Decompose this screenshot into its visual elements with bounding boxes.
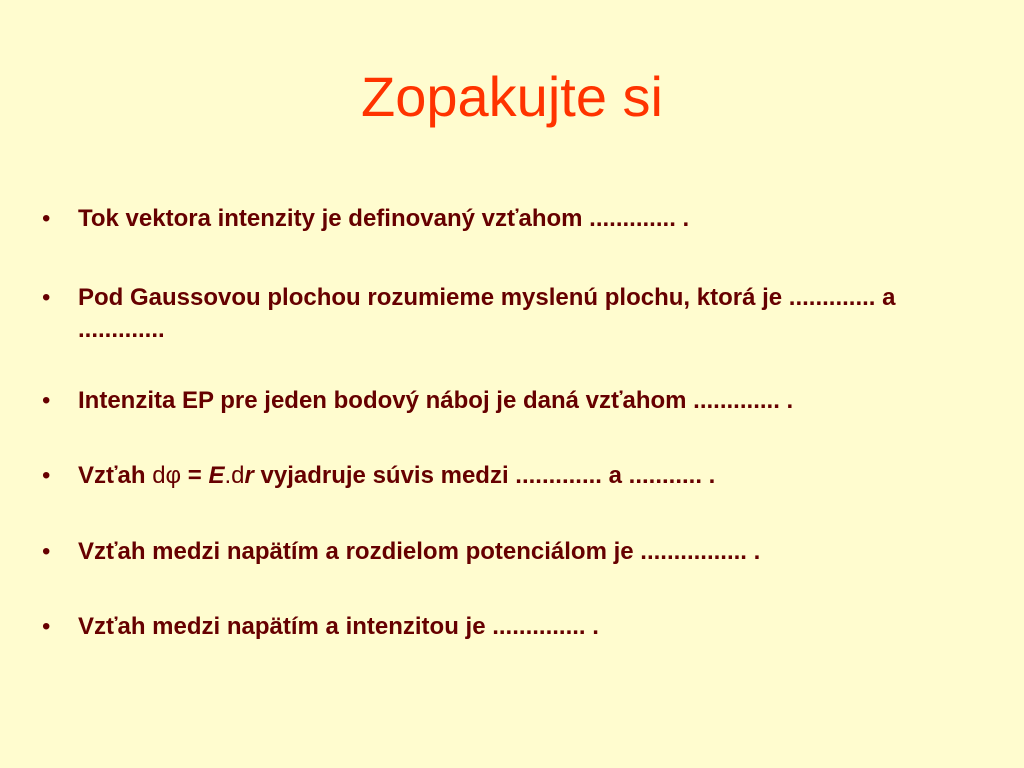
formula-e: E [208,462,225,489]
bullet-item-gauss-surface [42,282,962,346]
bullet-item-voltage-intensity [42,611,962,643]
bullet-dot: • [42,613,51,640]
slide-title: Zopakujte si [361,65,663,128]
formula-r: r [244,462,254,489]
bullet-item-potential-relation [42,460,962,492]
bullet-text [78,460,962,492]
bullet-item-flux [42,203,962,235]
bullet-item-voltage-potential [42,536,962,568]
bullet-text: Vzťah medzi napätím a intenzitou je .............. . [78,613,599,640]
bullet-dot: • [42,538,51,565]
bullet-dot: • [42,284,51,311]
bullet-item-point-charge [42,385,962,417]
formula-d: d [152,462,166,489]
formula-equals: = [181,462,209,489]
formula-prefix: Vzťah [78,462,153,489]
bullet-text: Tok vektora intenzity je definovaný vzťahom ............. . [78,205,690,232]
bullet-dot: • [42,387,51,414]
bullet-dot: • [42,205,51,232]
formula-suffix: vyjadruje súvis medzi ............. a ........... . [253,462,716,489]
bullet-text: Pod Gaussovou plochou rozumieme myslenú plochu, ktorá je ............. a ............. [78,284,896,343]
formula-phi: φ [165,462,182,489]
bullet-text: Intenzita EP pre jeden bodový náboj je daná vzťahom ............. . [78,387,794,414]
bullet-text: Vzťah medzi napätím a rozdielom potenciálom je ................ . [78,538,761,565]
formula-dot-d: .d [224,462,245,489]
bullet-dot: • [42,462,51,489]
